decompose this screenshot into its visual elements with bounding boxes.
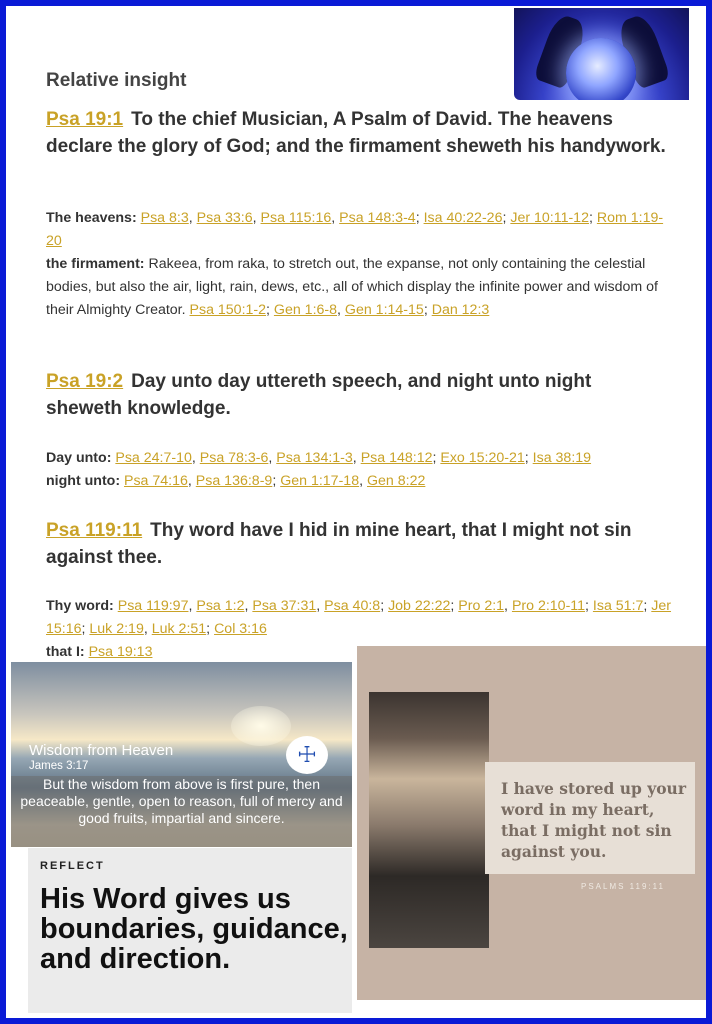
wisdom-card-ref: James 3:17: [29, 760, 89, 772]
cross-ref-link[interactable]: Psa 1:2: [196, 598, 245, 614]
cross-ref-link[interactable]: Psa 74:16: [124, 473, 188, 489]
cross-ref-link[interactable]: Psa 148:3-4: [339, 210, 416, 226]
cross-ref-link[interactable]: Luk 2:19: [89, 621, 144, 637]
cross-ref-link[interactable]: Pro 2:1: [458, 598, 505, 614]
note-thy-word: Thy word: Psa 119:97, Psa 1:2, Psa 37:31, Psa 40:8; Job 22:22; Pro 2:1, Pro 2:10-11; Isa 51:7; Jer 15:16; Luk 2:19, Luk 2:51; Col 3:16: [46, 598, 672, 637]
cross-ref-link[interactable]: Gen 1:6-8: [273, 302, 338, 318]
cross-ref-link[interactable]: Psa 150:1-2: [189, 302, 267, 318]
globe-icon: [566, 38, 636, 100]
photo-card-ref: PSALMS 119:11: [581, 882, 665, 891]
verse-text: Thy word have I hid in mine heart, that I might not sin against thee.: [46, 520, 632, 568]
cross-ref-link[interactable]: Col 3:16: [214, 621, 267, 637]
verse-psa-119-11: [46, 517, 666, 571]
section-heading: Relative insight: [46, 70, 187, 91]
verse-ref-link[interactable]: Psa 119:11: [46, 520, 143, 541]
cross-ref-link[interactable]: Job 22:22: [388, 598, 451, 614]
reflect-label: REFLECT: [40, 860, 105, 872]
note-label: that I:: [46, 644, 89, 660]
verse-psa-19-1: [46, 106, 666, 160]
woman-reading-photo: [369, 692, 489, 948]
cross-ref-link[interactable]: Psa 115:16: [260, 210, 332, 226]
note-label: the firmament:: [46, 256, 149, 272]
verse-ref-link[interactable]: Psa 19:1: [46, 109, 124, 130]
reflect-card: [28, 848, 352, 1013]
cross-ref-link[interactable]: Gen 1:14-15: [344, 302, 424, 318]
cross-ref-link[interactable]: Isa 40:22-26: [423, 210, 503, 226]
cross-ref-link[interactable]: Psa 136:8-9: [195, 473, 273, 489]
photo-card-quote: I have stored up your word in my heart, that I might not sin against you.: [501, 779, 686, 861]
cross-ref-link[interactable]: Isa 51:7: [592, 598, 644, 614]
note-label: night unto:: [46, 473, 124, 489]
note-label: Thy word:: [46, 598, 118, 614]
cross-ref-link[interactable]: Dan 12:3: [431, 302, 490, 318]
cross-ref-link[interactable]: Rom 1:19-20: [46, 210, 664, 249]
cross-ref-link[interactable]: Jer 15:16: [46, 598, 672, 637]
note-text: Rakeea, from raka, to stretch out, the expanse, not only containing the celestial bodies, but also the air, light, rain, dews, etc., all of which display the infinite power and wisdom of their Almighty Creator.: [46, 256, 658, 318]
cross-ref-link[interactable]: Psa 19:13: [88, 644, 153, 660]
cross-ref-link[interactable]: Psa 78:3-6: [199, 450, 269, 466]
cross-ref-link[interactable]: Isa 38:19: [532, 450, 592, 466]
note-night-unto: night unto: Psa 74:16, Psa 136:8-9; Gen 1:17-18, Gen 8:22: [46, 473, 426, 489]
cross-ref-link[interactable]: Psa 33:6: [196, 210, 253, 226]
cross-ref-link[interactable]: Jer 10:11-12: [510, 210, 589, 226]
note-label: Day unto:: [46, 450, 116, 466]
note-the-firmament: the firmament: Rakeea, from raka, to stretch out, the expanse, not only containing the celestial bodies, but also the air, light, rain, dews, etc., all of which display the infinite power and wisdom of their Almighty Creator. Psa 150:1-2; Gen 1:6-8, Gen 1:14-15; Dan 12:3: [46, 256, 658, 318]
wisdom-card-quote: But the wisdom from above is first pure, then peaceable, gentle, open to reason, full of mercy and good fruits, impartial and sincere.: [11, 776, 352, 847]
cross-ref-link[interactable]: Psa 40:8: [324, 598, 381, 614]
cross-ref-link[interactable]: Psa 119:97: [117, 598, 189, 614]
cross-ref-link[interactable]: Psa 8:3: [140, 210, 189, 226]
cross-ref-link[interactable]: Psa 37:31: [252, 598, 317, 614]
quote-card: [485, 762, 695, 874]
wisdom-card-title: Wisdom from Heaven: [29, 742, 174, 759]
note-label: The heavens:: [46, 210, 141, 226]
document-page: [6, 6, 706, 1018]
cross-ref-link[interactable]: Exo 15:20-21: [440, 450, 525, 466]
cross-ref-link[interactable]: Psa 24:7-10: [115, 450, 192, 466]
cross-ref-link[interactable]: Gen 8:22: [366, 473, 426, 489]
verse-text: Day unto day uttereth speech, and night unto night sheweth knowledge.: [46, 371, 592, 419]
note-day-unto: Day unto: Psa 24:7-10, Psa 78:3-6, Psa 134:1-3, Psa 148:12; Exo 15:20-21; Isa 38:19: [46, 450, 592, 466]
cross-ref-link[interactable]: Gen 1:17-18: [280, 473, 360, 489]
globe-in-hands-image: [514, 8, 689, 100]
wisdom-from-heaven-card: [11, 662, 352, 847]
verse-psa-19-2: [46, 368, 666, 422]
stored-word-photo-card: [357, 646, 706, 1000]
praying-hands-logo-icon: ☩: [286, 736, 328, 774]
cross-ref-link[interactable]: Psa 148:12: [360, 450, 433, 466]
reflect-text: His Word gives us boundaries, guidance, and direction.: [40, 883, 348, 975]
cross-ref-link[interactable]: Pro 2:10-11: [511, 598, 586, 614]
sun-glow: [231, 706, 291, 746]
verse-ref-link[interactable]: Psa 19:2: [46, 371, 124, 392]
cross-ref-link[interactable]: Psa 134:1-3: [276, 450, 353, 466]
cross-ref-link[interactable]: Luk 2:51: [151, 621, 207, 637]
note-the-heavens: The heavens: Psa 8:3, Psa 33:6, Psa 115:16, Psa 148:3-4; Isa 40:22-26; Jer 10:11-12; Rom 1:19-20: [46, 210, 664, 249]
verse-text: To the chief Musician, A Psalm of David. The heavens declare the glory of God; and the firmament sheweth his handywork.: [46, 109, 666, 157]
